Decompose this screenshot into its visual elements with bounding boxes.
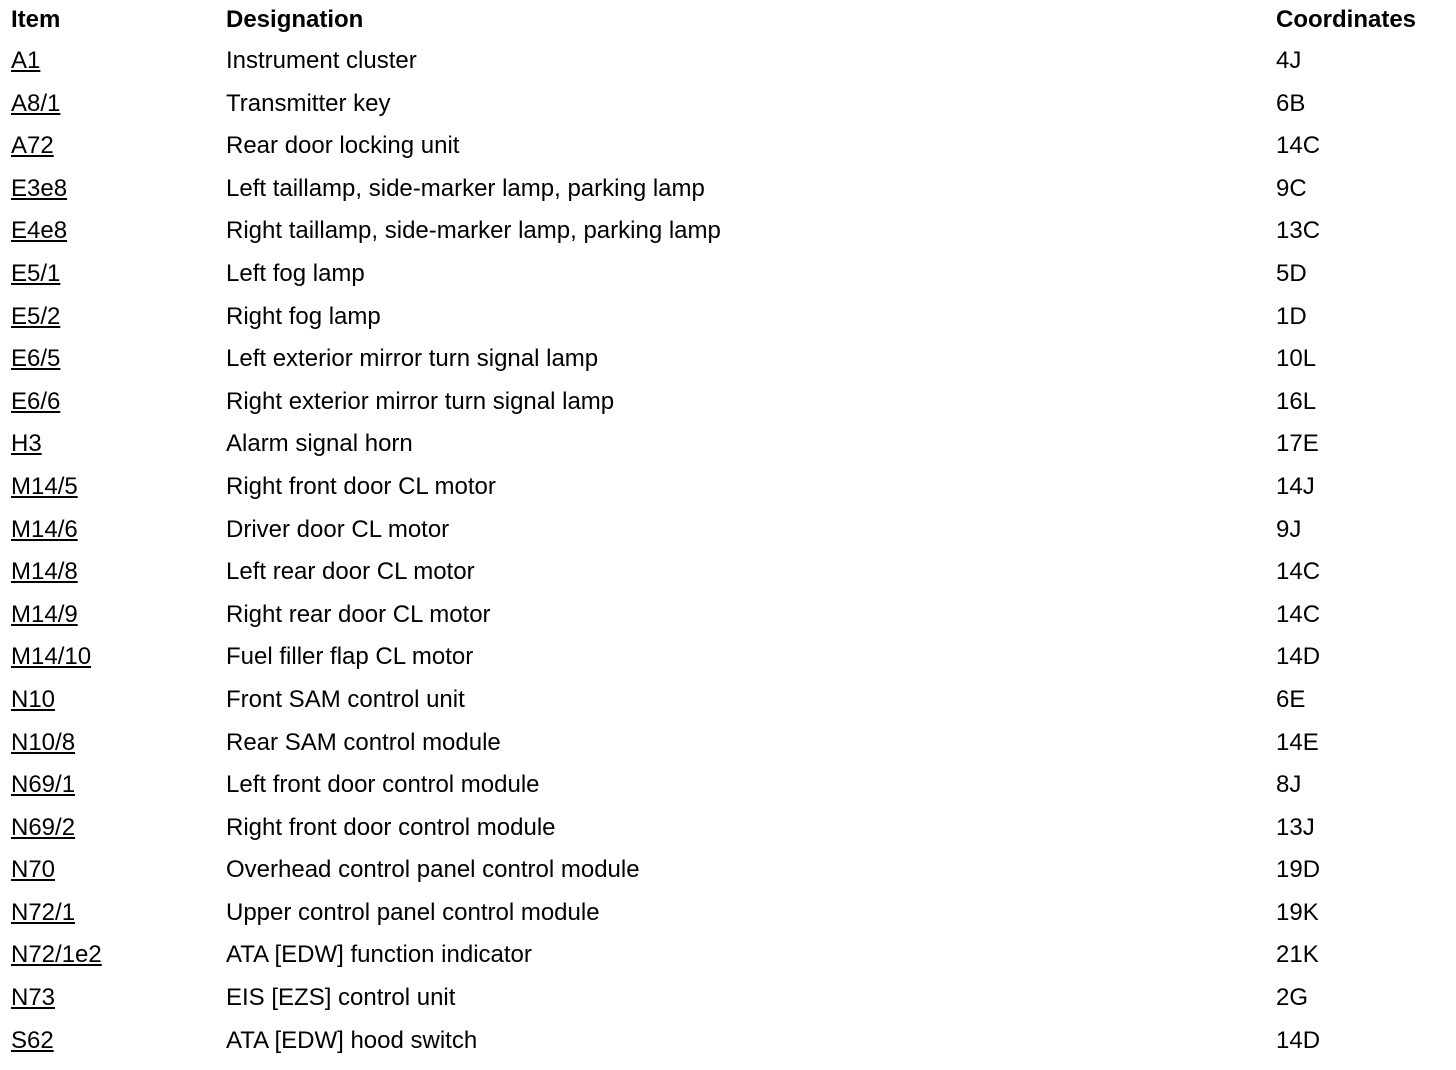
item-link[interactable]: N69/2 — [11, 813, 76, 841]
coordinates-cell: 4J — [1276, 47, 1302, 74]
coordinates-cell: 9J — [1276, 515, 1302, 543]
designation-cell: Rear SAM control module — [226, 728, 501, 756]
item-link[interactable]: N73 — [11, 984, 56, 1012]
table-row — [0, 892, 1456, 935]
table-row — [0, 764, 1456, 807]
designation-cell: Left taillamp, side-marker lamp, parking lamp — [226, 174, 705, 202]
coordinates-cell: 2G — [1276, 984, 1309, 1012]
table-row — [0, 40, 1456, 83]
coordinates-cell: 14C — [1276, 558, 1321, 586]
item-link[interactable]: M14/10 — [11, 643, 92, 671]
designation-cell: Upper control panel control module — [226, 898, 600, 926]
designation-cell: EIS [EZS] control unit — [226, 984, 456, 1012]
coordinates-cell: 21K — [1276, 941, 1319, 969]
item-link[interactable]: E4e8 — [11, 217, 68, 245]
table-row — [0, 1020, 1456, 1063]
designation-cell: Instrument cluster — [226, 47, 417, 74]
table-row — [0, 551, 1456, 594]
coordinates-cell: 14J — [1276, 472, 1315, 500]
coordinates-cell: 10L — [1276, 345, 1317, 373]
table-row — [0, 722, 1456, 765]
coordinates-cell: 16L — [1276, 387, 1317, 415]
item-link[interactable]: E5/2 — [11, 302, 61, 330]
table-row — [0, 594, 1456, 637]
table-header-row — [0, 0, 1456, 40]
table-row — [0, 210, 1456, 253]
table-row — [0, 381, 1456, 424]
table-row — [0, 466, 1456, 509]
designation-cell: Right rear door CL motor — [226, 600, 491, 628]
item-link[interactable]: E6/5 — [11, 345, 61, 373]
designation-cell: Right fog lamp — [226, 302, 381, 330]
designation-cell: Overhead control panel control module — [226, 856, 640, 884]
designation-cell: Front SAM control unit — [226, 685, 465, 713]
table-row — [0, 679, 1456, 722]
table-row — [0, 977, 1456, 1020]
table-row — [0, 253, 1456, 296]
header-item: Item — [11, 6, 61, 33]
coordinates-cell: 17E — [1276, 430, 1319, 458]
designation-cell: Rear door locking unit — [226, 132, 460, 160]
designation-cell: Left exterior mirror turn signal lamp — [226, 345, 599, 373]
item-link[interactable]: A8/1 — [11, 89, 61, 117]
coordinates-cell: 1D — [1276, 302, 1307, 330]
designation-cell: Right taillamp, side-marker lamp, parking lamp — [226, 217, 721, 245]
designation-cell: Right front door CL motor — [226, 472, 496, 500]
table-row — [0, 168, 1456, 211]
coordinates-cell: 9C — [1276, 174, 1307, 202]
item-link[interactable]: H3 — [11, 430, 42, 458]
designation-cell: Left fog lamp — [226, 259, 365, 287]
table-row — [0, 296, 1456, 339]
item-link[interactable]: M14/5 — [11, 472, 78, 500]
table-row — [0, 807, 1456, 850]
designation-cell: Right front door control module — [226, 813, 556, 841]
coordinates-cell: 14D — [1276, 643, 1321, 671]
item-link[interactable]: E6/6 — [11, 387, 61, 415]
designation-cell: Right exterior mirror turn signal lamp — [226, 387, 615, 415]
coordinates-cell: 14D — [1276, 1026, 1321, 1054]
item-link[interactable]: E5/1 — [11, 259, 61, 287]
item-link[interactable]: A1 — [11, 47, 41, 74]
item-link[interactable]: S62 — [11, 1026, 54, 1054]
table-row — [0, 125, 1456, 168]
item-link[interactable]: M14/9 — [11, 600, 78, 628]
table-row — [0, 849, 1456, 892]
header-coordinates: Coordinates — [1276, 6, 1417, 33]
item-link[interactable]: A72 — [11, 132, 54, 160]
coordinates-cell: 13J — [1276, 813, 1315, 841]
item-link[interactable]: N69/1 — [11, 771, 76, 799]
item-link[interactable]: N72/1e2 — [11, 941, 102, 969]
coordinates-cell: 19K — [1276, 898, 1319, 926]
designation-cell: ATA [EDW] function indicator — [226, 941, 532, 969]
coordinates-cell: 19D — [1276, 856, 1321, 884]
coordinates-cell: 5D — [1276, 259, 1307, 287]
item-link[interactable]: M14/6 — [11, 515, 78, 543]
coordinates-cell: 14C — [1276, 132, 1321, 160]
designation-cell: Alarm signal horn — [226, 430, 413, 458]
item-link[interactable]: E3e8 — [11, 174, 68, 202]
table-row — [0, 83, 1456, 126]
coordinates-cell: 14E — [1276, 728, 1319, 756]
coordinates-cell: 14C — [1276, 600, 1321, 628]
item-link[interactable]: N72/1 — [11, 898, 76, 926]
table-row — [0, 934, 1456, 977]
designation-cell: Driver door CL motor — [226, 515, 450, 543]
coordinates-cell: 6B — [1276, 89, 1306, 117]
coordinates-cell: 6E — [1276, 685, 1306, 713]
designation-cell: Left rear door CL motor — [226, 558, 475, 586]
item-link[interactable]: N10/8 — [11, 728, 76, 756]
coordinates-cell: 13C — [1276, 217, 1321, 245]
table-row — [0, 338, 1456, 381]
table-row — [0, 423, 1456, 466]
table-body — [0, 40, 1456, 1062]
designation-cell: Transmitter key — [226, 89, 391, 117]
item-link[interactable]: M14/8 — [11, 558, 78, 586]
table-row — [0, 636, 1456, 679]
table-row — [0, 509, 1456, 552]
designation-cell: Fuel filler flap CL motor — [226, 643, 474, 671]
designation-cell: ATA [EDW] hood switch — [226, 1026, 478, 1054]
header-designation: Designation — [226, 6, 364, 33]
designation-cell: Left front door control module — [226, 771, 540, 799]
item-link[interactable]: N70 — [11, 856, 56, 884]
item-link[interactable]: N10 — [11, 685, 56, 713]
coordinates-cell: 8J — [1276, 771, 1302, 799]
